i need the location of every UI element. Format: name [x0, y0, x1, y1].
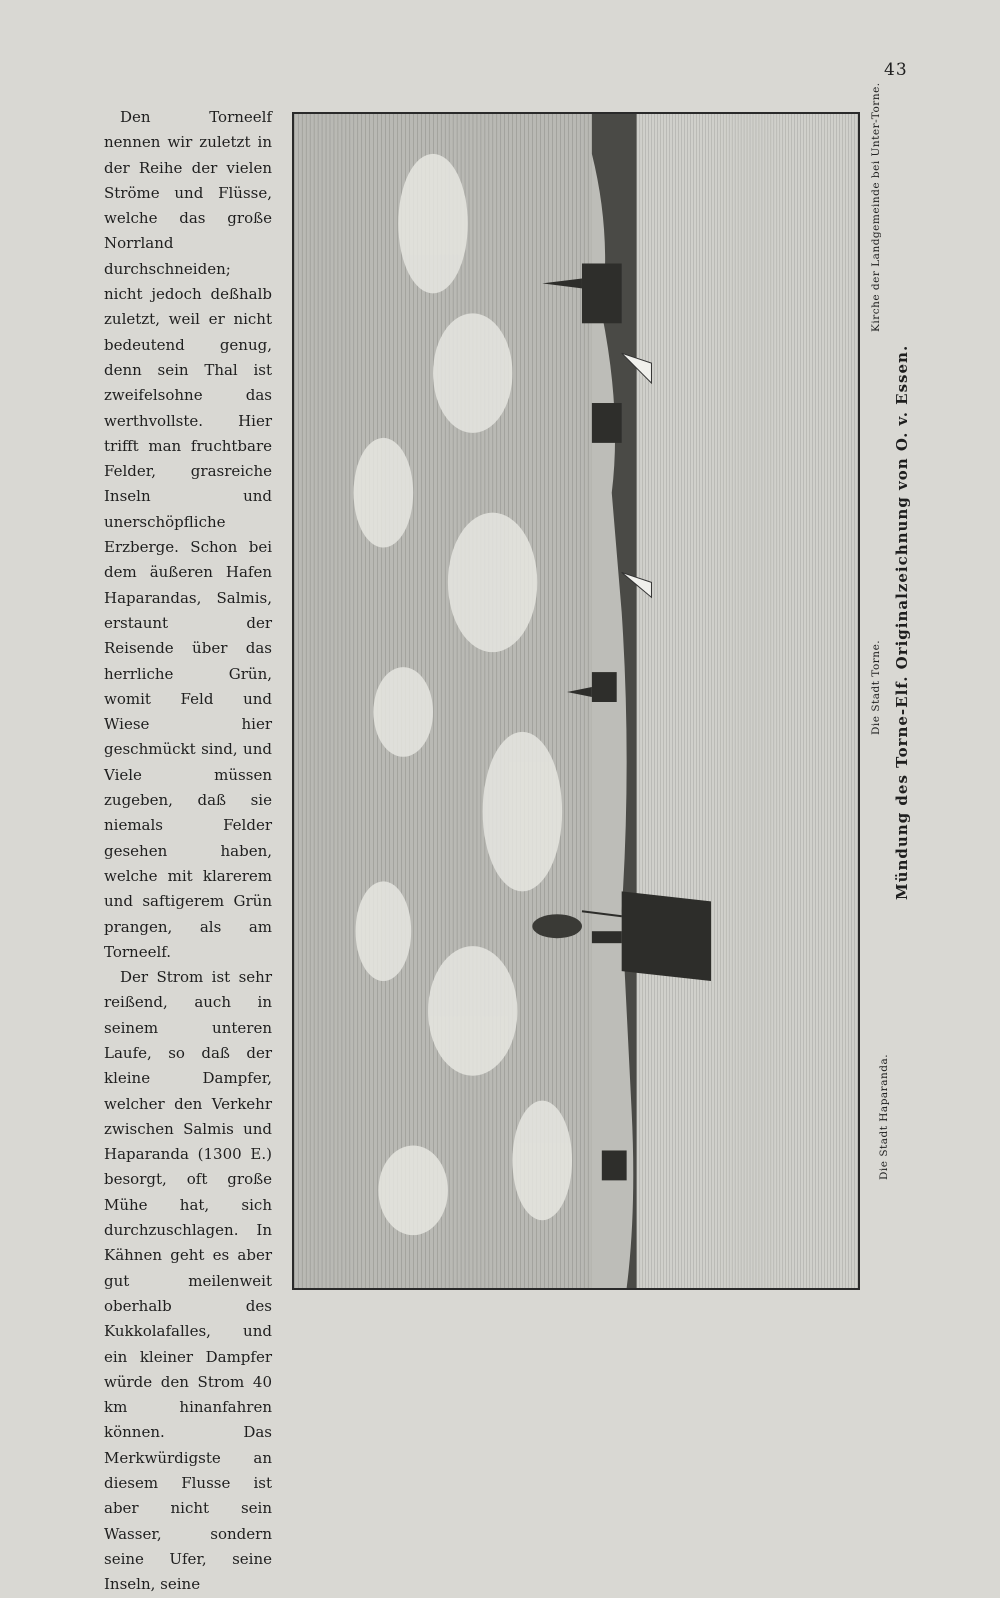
engraving-picture [294, 114, 858, 1288]
engraving-illustration [292, 112, 860, 1290]
paragraph-1: Den Torneelf nennen wir zuletzt in der Reihe der vielen Ströme und Flüsse, welche das große Norrland durchschneiden; nicht jedoch deßhalb zuletzt, weil er nicht bedeutend genug, denn sein Thal ist zweifelsohne das werthvollste. Hier trifft man fruchtbare Felder, grasreiche Inseln und unerschöpfliche Erzberge. Schon bei dem äußeren Hafen Haparandas, Salmis, erstaunt der Reisende über das herrliche Grün, womit Feld und Wiese hier geschmückt sind, und Viele müssen zugeben, daß sie niemals Felder gesehen haben, welche mit klarerem und saftigerem Grün prangen, als am Torneelf. [104, 108, 272, 961]
page-number: 43 [884, 60, 908, 80]
caption-kirche: Kirche der Landgemeinde bei Unter-Torne. [870, 82, 882, 332]
river-water [637, 114, 858, 1288]
paragraph-2: Der Strom ist sehr reißend, auch in seinem unteren Laufe, so daß der kleine Dampfer, welcher den Verkehr zwischen Salmis und Haparanda (1300 E.) besorgt, oft große Mühe hat, sich durchzuschlagen. In Kähnen geht es aber gut meilenweit oberhalb des Kukkolafalles, und ein kleiner Dampfer würde den Strom 40 km hinanfahren können. Das Merkwürdigste an diesem Flusse ist aber nicht sein Wasser, sondern seine Ufer, seine Inseln, seine [104, 968, 272, 1594]
caption-haparanda: Die Stadt Haparanda. [878, 1053, 890, 1180]
article-text-column [104, 105, 272, 1594]
caption-torne: Die Stadt Torne. [870, 639, 882, 735]
caption-main: Mündung des Torne-Elf. Originalzeichnung von O. v. Essen. [893, 344, 911, 900]
